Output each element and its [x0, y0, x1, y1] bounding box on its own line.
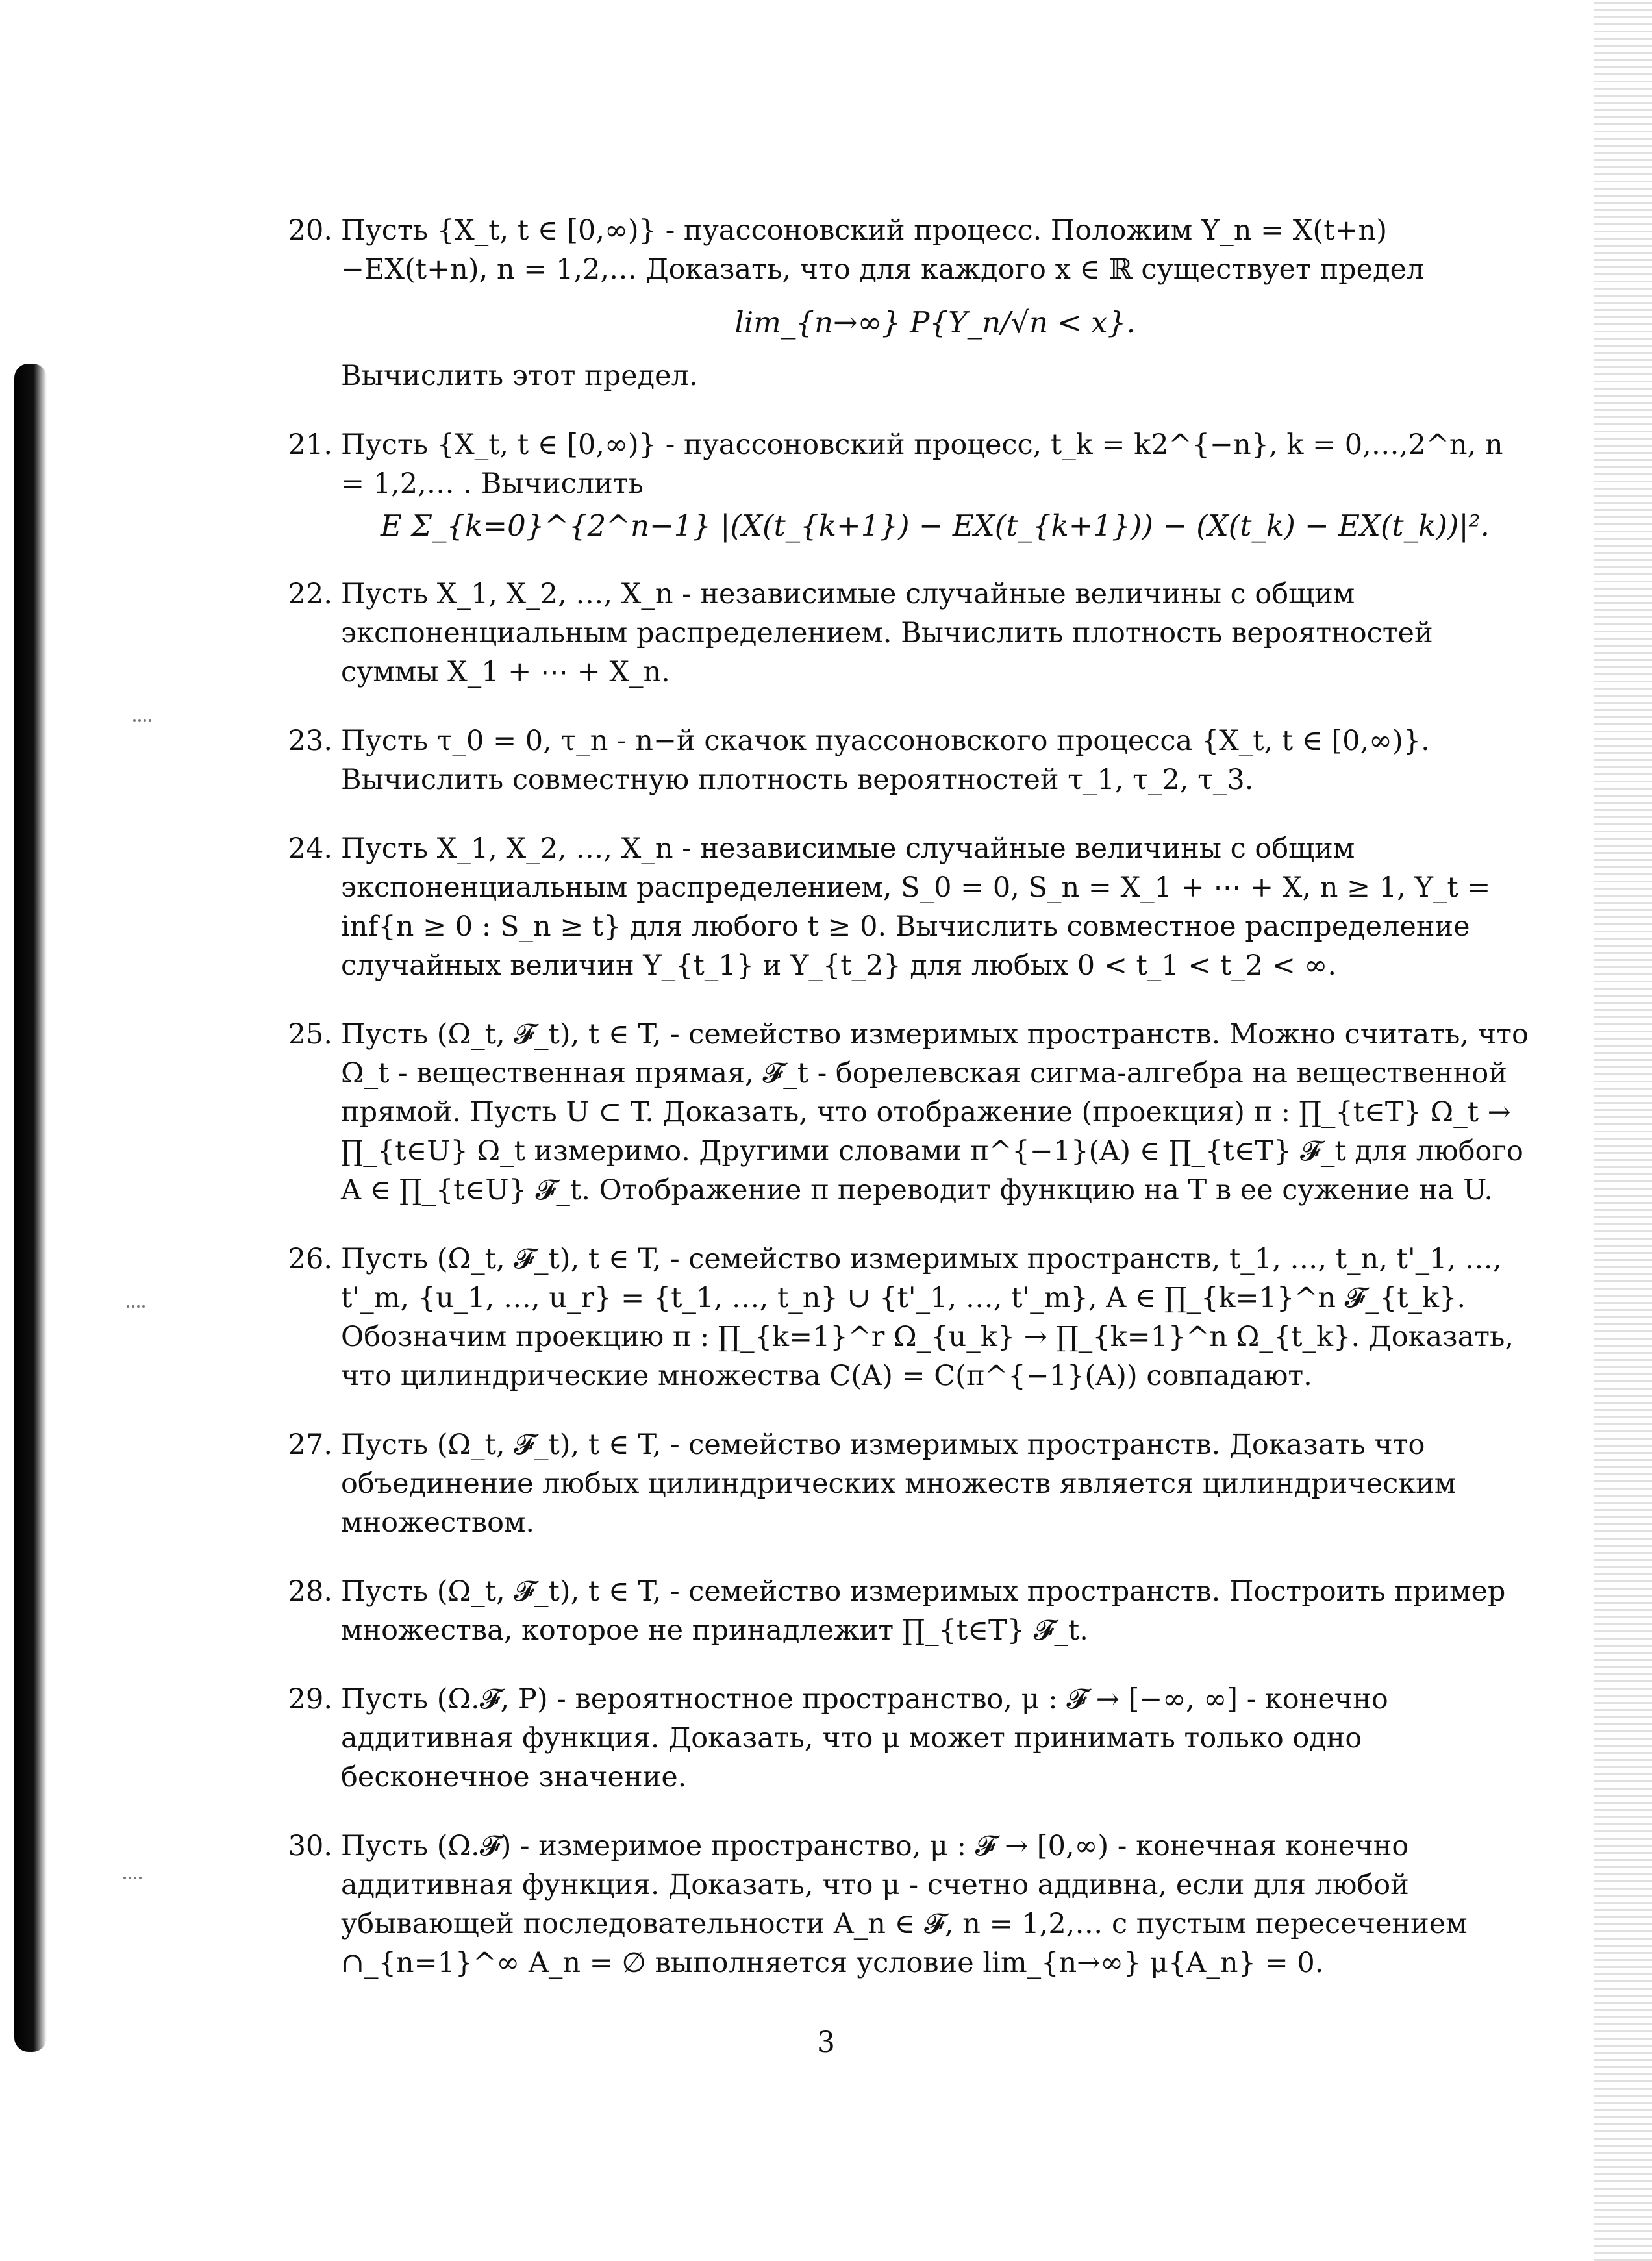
problem-number: 23. — [288, 725, 332, 757]
problem-text: Пусть (Ω_t, 𝓕_t), t ∈ T, - семейство измеримых пространств, t_1, …, t_n, t'_1, …, t'_m, {u_1, …, u_r} = {t_1, …, t_n} ∪ {t'_1, …, t'_m}, A ∈ ∏_{k=1}^n 𝓕_{t_k}. Обозначим проекцию π : ∏_{k=1}^r Ω_{u_k} → ∏_{k=1}^n Ω_{t_k}. Доказать, что цилиндрические множества C(A) = C(π^{−1}(A)) совпадают. — [341, 1243, 1514, 1392]
problem-text: Пусть X_1, X_2, …, X_n - независимые случайные величины с общим экспоненциальным распределением. Вычислить плотность вероятностей суммы X_1 + ⋯ + X_n. — [341, 578, 1433, 688]
problem-number: 24. — [288, 832, 332, 865]
scan-speck — [127, 1305, 145, 1312]
problem-item — [273, 1425, 1529, 1542]
problem-item — [273, 829, 1529, 985]
page-number: 3 — [817, 2026, 835, 2059]
problem-item — [273, 1572, 1529, 1650]
scan-binding-shadow — [14, 364, 47, 2052]
problem-number: 29. — [288, 1683, 332, 1716]
problem-text: Пусть {X_t, t ∈ [0,∞)} - пуассоновский процесс, t_k = k2^{−n}, k = 0,…,2^n, n = 1,2,… . Вычислить — [341, 429, 1503, 500]
problem-item — [273, 1015, 1529, 1210]
problem-text: Пусть (Ω_t, 𝓕_t), t ∈ T, - семейство измеримых пространств. Построить пример множества, которое не принадлежит ∏_{t∈T} 𝓕_t. — [341, 1575, 1506, 1647]
problem-text: Пусть (Ω.𝓕) - измеримое пространство, μ : 𝓕 → [0,∞) - конечная конечно аддитивная функция. Доказать, что μ - счетно аддивна, если для любой убывающей последовательности A_n ∈ 𝓕, n = 1,2,… с пустым пересечением ∩_{n=1}^∞ A_n = ∅ выполняется условие lim_{n→∞} μ{A_n} = 0. — [341, 1830, 1468, 1979]
problem-item — [273, 721, 1529, 799]
scan-speck — [123, 1877, 142, 1883]
problem-number: 27. — [288, 1429, 332, 1461]
problem-number: 25. — [288, 1018, 332, 1051]
scan-edge-noise — [1594, 0, 1652, 2261]
problem-number: 22. — [288, 578, 332, 610]
problem-number: 20. — [288, 214, 332, 247]
problem-text: Пусть (Ω_t, 𝓕_t), t ∈ T, - семейство измеримых пространств. Доказать что объединение любых цилиндрических множеств является цилиндрическим множеством. — [341, 1429, 1457, 1539]
problem-list — [273, 211, 1529, 2012]
problem-text: Пусть X_1, X_2, …, X_n - независимые случайные величины с общим экспоненциальным распределением, S_0 = 0, S_n = X_1 + ⋯ + X, n ≥ 1, Y_t = inf{n ≥ 0 : S_n ≥ t} для любого t ≥ 0. Вычислить совместное распределение случайных величин Y_{t_1} и Y_{t_2} для любых 0 < t_1 < t_2 < ∞. — [341, 832, 1491, 982]
problem-conclusion: Вычислить этот предел. — [341, 360, 698, 392]
display-formula: E Σ_{k=0}^{2^n−1} |(X(t_{k+1}) − EX(t_{k+1})) − (X(t_k) − EX(t_k))|². — [381, 508, 1490, 543]
problem-item — [273, 1827, 1529, 1982]
problem-number: 21. — [288, 429, 332, 461]
problem-text: Пусть τ_0 = 0, τ_n - n−й скачок пуассоновского процесса {X_t, t ∈ [0,∞)}. Вычислить совместную плотность вероятностей τ_1, τ_2, τ_3. — [341, 725, 1430, 796]
problem-text: Пусть {X_t, t ∈ [0,∞)} - пуассоновский процесс. Положим Y_n = X(t+n)−EX(t+n), n = 1,2,… Доказать, что для каждого x ∈ ℝ существует предел — [341, 214, 1425, 286]
scan-speck — [133, 719, 151, 726]
problem-item — [273, 425, 1529, 545]
problem-number: 30. — [288, 1830, 332, 1862]
problem-text: Пусть (Ω.𝓕, P) - вероятностное пространство, μ : 𝓕 → [−∞, ∞] - конечно аддитивная функция. Доказать, что μ может принимать только одно бесконечное значение. — [341, 1683, 1388, 1793]
problem-item — [273, 211, 1529, 395]
display-formula: lim_{n→∞} P{Y_n/√n < x}. — [734, 305, 1136, 340]
problem-text: Пусть (Ω_t, 𝓕_t), t ∈ T, - семейство измеримых пространств. Можно считать, что Ω_t - вещественная прямая, 𝓕_t - борелевская сигма-алгебра на вещественной прямой. Пусть U ⊂ T. Доказать, что отображение (проекция) π : ∏_{t∈T} Ω_t → ∏_{t∈U} Ω_t измеримо. Другими словами π^{−1}(A) ∈ ∏_{t∈T} 𝓕_t для любого A ∈ ∏_{t∈U} 𝓕_t. Отображение π переводит функцию на T в ее сужение на U. — [341, 1018, 1529, 1206]
problem-item — [273, 575, 1529, 692]
problem-number: 26. — [288, 1243, 332, 1275]
problem-item — [273, 1680, 1529, 1797]
problem-number: 28. — [288, 1575, 332, 1608]
problem-item — [273, 1240, 1529, 1395]
